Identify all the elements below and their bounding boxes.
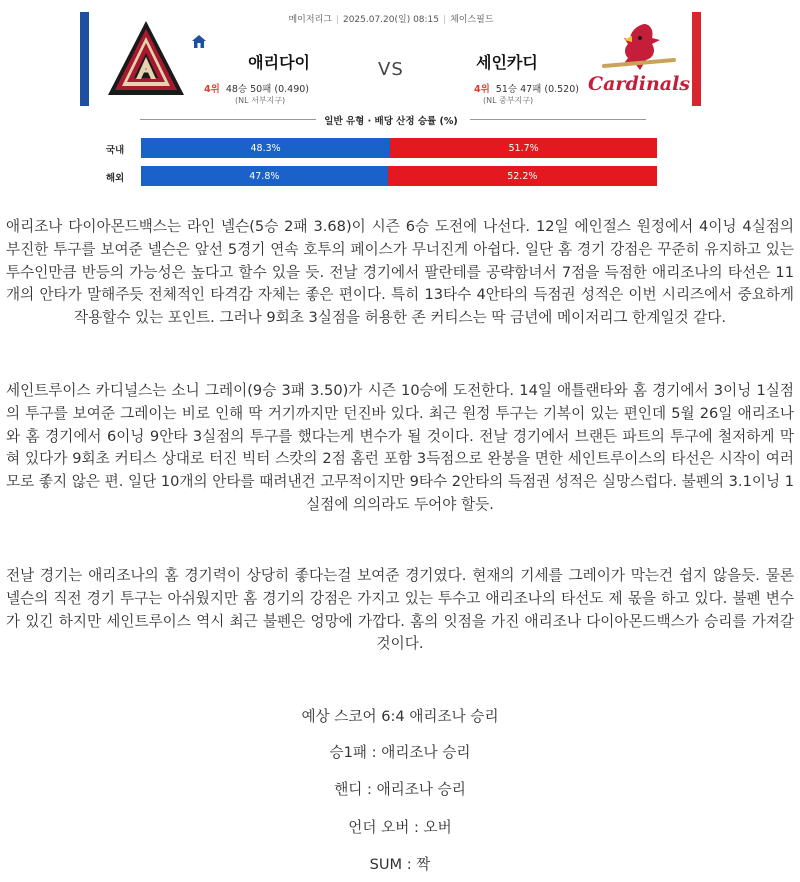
pick-win-loss: 승1패 : 애리조나 승리 [329,744,471,761]
home-color-bar [80,12,89,106]
pick-handicap: 핸디 : 애리조나 승리 [334,781,466,798]
home-team-record-row [204,81,309,95]
venue-name: 체이스필드 [450,15,494,25]
cardinals-logo [588,20,690,104]
away-win-rate-text: 51.7% [508,142,539,154]
away-team-analysis: 세인트루이스 카디널스는 소니 그레이(9승 3패 3.50)가 시즌 10승에 도전한다. 14일 애틀랜타와 홈 경기에서 3이닝 1실점의 투구를 보여준 그레이는 비로 인해 딱 거기까지만 던진바 있다. 최근 원정 투구는 기복이 있는 편인데 5월 26일 애리조나와 홈 경기에서 6이닝 9안타 3실점의 투구를 했다는게 변수가 될 것이다. 전날 경기에서 브랜든 파트의 투구에 철저하게 막혀 있다가 9회초 커티스 상대로 터진 빅터 스캇의 2점 홈런 포함 3득점으로 완봉을 면한 세인트루이스의 타선은 시작이 여러모로 좋지 않은 편. 일단 10개의 안타를 때려낸건 고무적이지만 9타수 2안타의 득점권 성적은 실망스럽다. 불펜의 3.1이닝 1실점에 의의라도 두어야 할듯. [6,382,794,513]
away-win-rate-segment [390,138,657,158]
match-card [80,0,702,196]
away-team-record-row [474,81,579,95]
home-win-rate-segment [141,138,390,158]
home-win-rate-text: 48.3% [250,142,281,154]
away-team-record: 51승 47패 (0.520) [495,84,579,95]
home-team-analysis: 애리조나 다이아몬드백스는 라인 넬슨(5승 2패 3.68)이 시즌 6승 도전에 나선다. 12일 에인절스 원정에서 4이닝 4실점의 부진한 투구를 보여준 넬슨은 앞선 5경기 연속 호투의 페이스가 무너진게 아쉽다. 일단 홈 경기 강점은 꾸준히 유지하고 있는 투수인만큼 반등의 가능성은 높다고 할수 있을 듯. 전날 경기에서 팔란테를 공략함녀서 7점을 득점한 애리조나의 타선은 11개의 안타가 말해주듯 전체적인 타격감 자체는 좋은 편이다. 특히 13타수 4안타의 득점권 성적은 이번 시리즈에서 중요하게 작용할수 있는 포인트. 그러나 9회초 3실점을 허용한 존 커티스는 딱 금년에 메이저리그 한계일것 같다. [6,218,794,327]
away-color-bar [692,12,701,106]
away-win-rate-segment [388,166,657,186]
pick-sum: SUM : 짝 [369,856,431,873]
league-name: 메이저리그 [288,15,332,25]
home-team-division: (NL 서부지구) [235,96,286,105]
pick-under-over: 언더 오버 : 오버 [348,819,452,836]
away-team-rank: 4위 [474,84,490,95]
win-rate-section-title: 일반 유형 · 배당 산정 승률 (%) [324,116,458,127]
pick-score: 예상 스코어 6:4 애리조나 승리 [301,708,499,725]
away-win-rate-text: 52.2% [507,170,538,182]
home-win-rate-segment [141,166,388,186]
match-datetime: 2025.07.20(일) 08:15 [342,15,440,25]
away-team-division: (NL 중부지구) [483,96,534,105]
win-rate-label-domestic: 국내 [105,145,125,156]
win-rate-bar-domestic [141,138,657,158]
home-team-record: 48승 50패 (0.490) [225,84,309,95]
win-rate-bar-overseas [141,166,657,186]
home-team-rank: 4위 [204,84,220,95]
home-icon [192,35,206,48]
win-rate-label-overseas: 해외 [105,173,125,184]
home-win-rate-text: 47.8% [249,170,280,182]
away-team-name: 세인카디 [476,53,538,72]
vs-label: VS [378,59,404,80]
home-team-name: 애리다이 [248,53,310,72]
match-meta: 메이저리그 | 2025.07.20(일) 08:15 | 체이스필드 [288,15,494,25]
cardinals-wordmark: Cardinals [588,73,690,95]
match-prediction-summary: 전날 경기는 애리조나의 홈 경기력이 상당히 좋다는걸 보여준 경기였다. 현재의 기세를 그레이가 막는건 쉽지 않을듯. 물론 넬슨의 직전 경기 투구는 아쉬웠지만 홈 경기의 강점은 가지고 있는 투수고 애리조나의 타선도 제 몫을 하고 있다. 불펜 변수가 있긴 하지만 세인트루이스 역시 최근 불펜은 엉망에 가깝다. 홈의 잇점을 가진 애리조나 다이아몬드백스가 승리를 가져갈 것이다. [6,567,794,653]
diamondbacks-logo [106,19,186,97]
